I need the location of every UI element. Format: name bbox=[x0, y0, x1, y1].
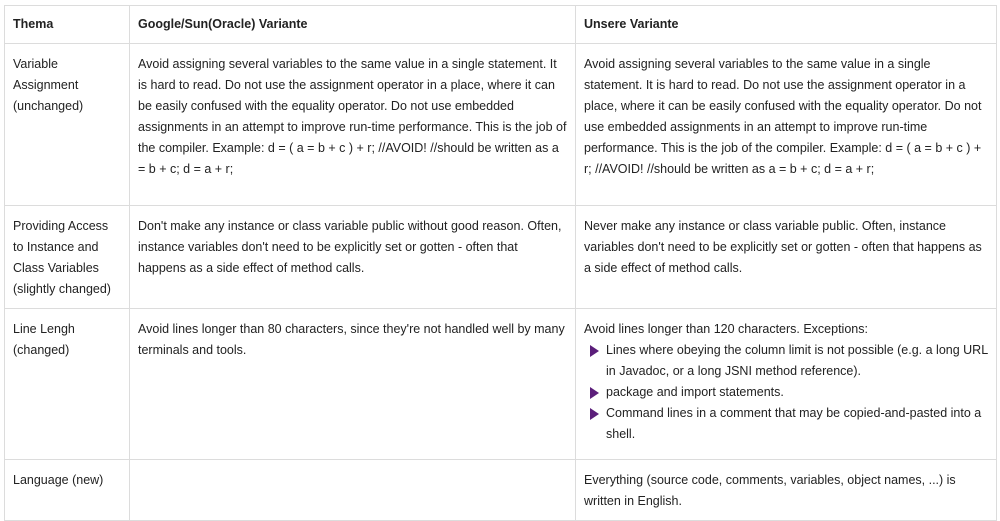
topic-cell: Variable Assignment (unchanged) bbox=[5, 44, 130, 206]
topic-cell: Language (new) bbox=[5, 460, 130, 521]
comparison-table bbox=[4, 5, 997, 521]
triangle-bullet-icon bbox=[590, 345, 599, 357]
topic-cell: Line Lengh (changed) bbox=[5, 309, 130, 460]
header-google-variant: Google/Sun(Oracle) Variante bbox=[130, 6, 576, 44]
google-cell: Avoid assigning several variables to the same value in a single statement. It is hard to read. Do not use the assignment operator in a place, where it can be easily confused with the equality operator. Do not use embedded assignments in an attempt to improve run-time performance. This is the job of the compiler. Example: d = ( a = b + c ) + r; //AVOID! //should be written as a = b + c; d = a + r; bbox=[130, 44, 576, 206]
list-item bbox=[586, 340, 988, 382]
table-row bbox=[5, 44, 997, 206]
list-item-text: Lines where obeying the column limit is not possible (e.g. a long URL in Javadoc, or a long JSNI method reference). bbox=[606, 343, 988, 378]
ours-cell: Avoid assigning several variables to the same value in a single statement. It is hard to read. Do not use the assignment operator in a place, where it can be easily confused with the equality operator. Do not use embedded assignments in an attempt to improve run-time performance. This is the job of the compiler. Example: d = ( a = b + c ) + r; //AVOID! //should be written as a = b + c; d = a + r; bbox=[576, 44, 997, 206]
topic-cell: Providing Access to Instance and Class Variables (slightly changed) bbox=[5, 206, 130, 309]
table-row bbox=[5, 309, 997, 460]
triangle-bullet-icon bbox=[590, 387, 599, 399]
header-our-variant: Unsere Variante bbox=[576, 6, 997, 44]
google-cell bbox=[130, 460, 576, 521]
ours-cell: Never make any instance or class variable public. Often, instance variables don't need to be explicitly set or gotten - often that happens as a side effect of method calls. bbox=[576, 206, 997, 309]
list-item-text: package and import statements. bbox=[606, 385, 784, 399]
list-item-text: Command lines in a comment that may be copied-and-pasted into a shell. bbox=[606, 406, 982, 441]
list-item bbox=[586, 382, 988, 403]
table-row bbox=[5, 460, 997, 521]
ours-cell: Everything (source code, comments, variables, object names, ...) is written in English. bbox=[576, 460, 997, 521]
ours-cell bbox=[576, 309, 997, 460]
header-row bbox=[5, 6, 997, 44]
google-cell: Don't make any instance or class variable public without good reason. Often, instance variables don't need to be explicitly set or gotten - often that happens as a side effect of method calls. bbox=[130, 206, 576, 309]
exceptions-intro: Avoid lines longer than 120 characters. Exceptions: bbox=[584, 322, 868, 336]
table-row bbox=[5, 206, 997, 309]
exceptions-list bbox=[584, 340, 988, 445]
google-cell: Avoid lines longer than 80 characters, since they're not handled well by many terminals and tools. bbox=[130, 309, 576, 460]
header-thema: Thema bbox=[5, 6, 130, 44]
list-item bbox=[586, 403, 988, 445]
triangle-bullet-icon bbox=[590, 408, 599, 420]
